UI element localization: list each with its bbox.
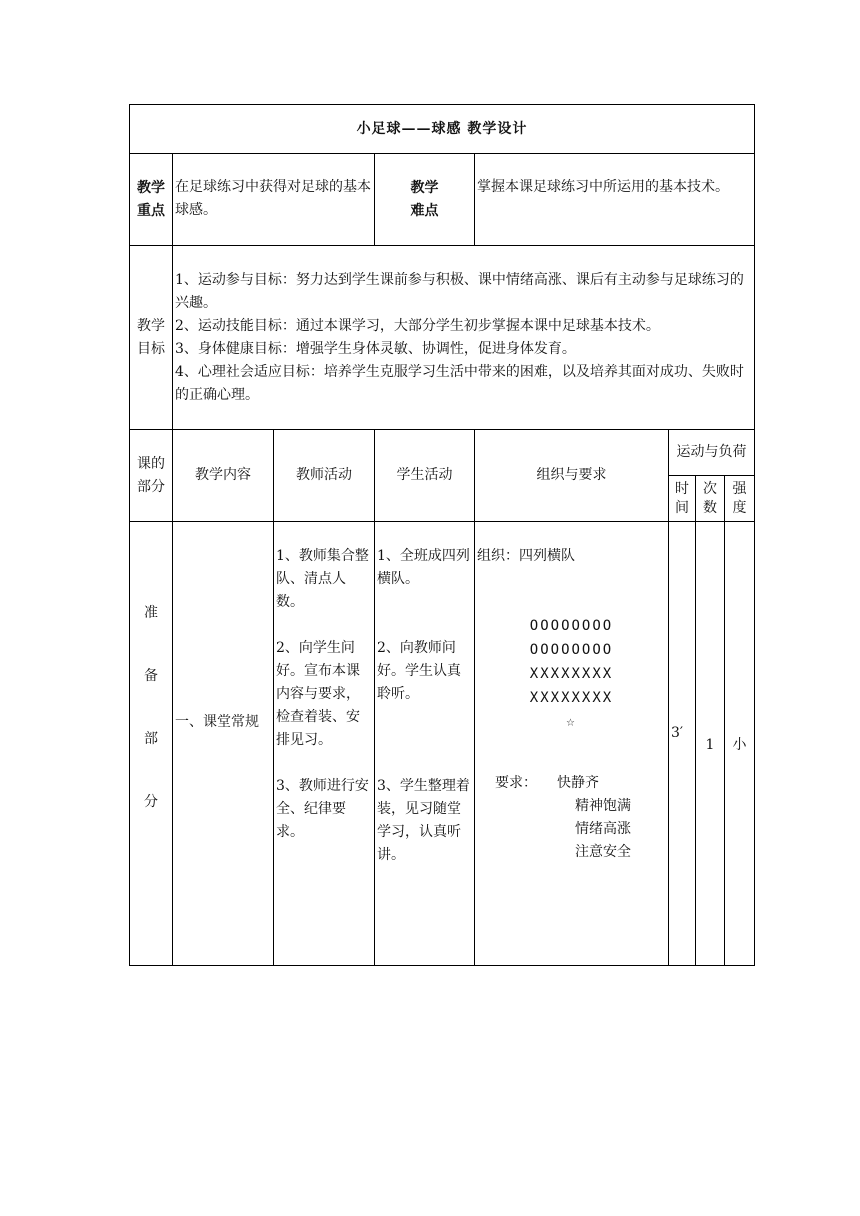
teacher-step: 3、教师进行安全、纪律要求。 [276,778,369,840]
prep-organization [475,522,669,966]
key-points-text: 在足球练习中获得对足球的基本球感。 [173,154,375,246]
formation-row: XXXXXXXX [529,690,614,706]
organization-label: 组织：四列横队 [477,548,575,564]
prep-count: 1 [696,522,725,966]
objectives-label: 教学目标 [130,246,173,430]
header-load: 运动与负荷 [669,430,755,476]
student-step: 2、向教师问好。学生认真聆听。 [377,640,461,702]
header-teacher: 教师活动 [274,430,375,522]
lesson-plan-table [129,104,755,966]
title-row [130,105,755,154]
requirement-item: 快静齐 [557,775,599,791]
objective-item: 2、运动技能目标：通过本课学习，大部分学生初步掌握本课中足球基本技术。 [175,317,660,334]
prep-section-row [130,522,755,966]
objective-item: 4、心理社会适应目标：培养学生克服学习生活中带来的困难，以及培养其面对成功、失败时的正确心理。 [175,363,744,403]
document-title: 小足球——球感 教学设计 [130,105,755,154]
prep-teacher-activity [274,522,375,966]
teacher-step: 2、向学生问好。宣布本课内容与要求，检查着装、安排见习。 [276,640,360,748]
formation-row: XXXXXXXX [529,666,614,682]
header-intensity: 强度 [725,476,755,522]
objectives-row [130,246,755,430]
header-row-1 [130,430,755,476]
objective-item: 1、运动参与目标：努力达到学生课前参与积极、课中情绪高涨、课后有主动参与足球练习的兴趣。 [175,271,744,311]
header-content: 教学内容 [173,430,274,522]
key-points-label: 教学重点 [130,154,173,246]
prep-section-label: 准 备 部 分 [130,522,173,966]
requirement-item: 精神饱满 [575,798,631,814]
prep-intensity: 小 [725,522,755,966]
formation-row: OOOOOOOO [529,618,614,634]
requirement-item: 情绪高涨 [575,821,631,837]
header-count: 次数 [696,476,725,522]
teacher-star-icon: ☆ [566,714,577,730]
header-section: 课的部分 [130,430,173,522]
requirement-item: 注意安全 [575,844,631,860]
header-time: 时间 [669,476,696,522]
formation-diagram [477,614,666,734]
objectives-list [173,246,755,430]
requirements-label: 要求： [495,775,537,791]
difficult-points-text: 掌握本课足球练习中所运用的基本技术。 [475,154,755,246]
prep-time: 3′ [669,522,696,966]
key-points-row [130,154,755,246]
student-step: 3、学生整理着装，见习随堂学习，认真听讲。 [377,778,470,863]
header-student: 学生活动 [375,430,475,522]
student-step: 1、全班成四列横队。 [377,548,470,587]
difficult-points-label: 教学 难点 [375,154,475,246]
teacher-step: 1、教师集合整队、清点人数。 [276,548,369,610]
prep-student-activity [375,522,475,966]
requirements [477,772,666,864]
objective-item: 3、身体健康目标：增强学生身体灵敏、协调性，促进身体发育。 [175,340,576,357]
header-organization: 组织与要求 [475,430,669,522]
prep-content: 一、课堂常规 [173,522,274,966]
formation-row: OOOOOOOO [529,642,614,658]
